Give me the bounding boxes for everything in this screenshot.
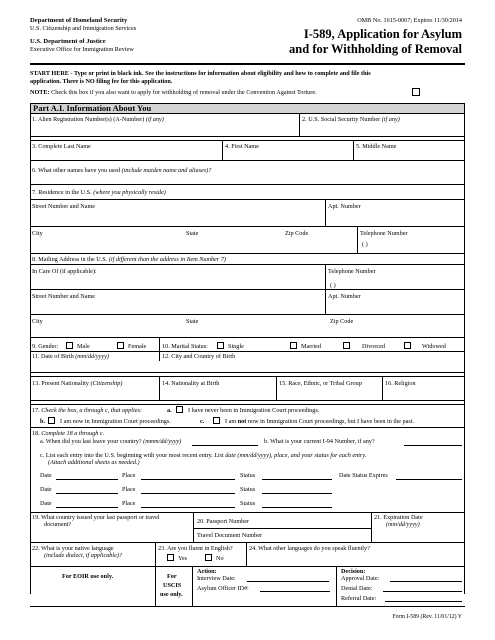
state-label-2: State [186, 318, 199, 325]
entry3-status-input[interactable] [262, 507, 332, 508]
frame-right [464, 114, 465, 594]
care-of-label: In Care Of (if applicable): [32, 268, 97, 275]
entry2-date-label: Date [40, 486, 52, 493]
field-14-label: 14. Nationality at Birth [162, 380, 220, 387]
form-title-line2: and for Withholding of Removal [289, 42, 462, 56]
entry3-date-input[interactable] [56, 507, 118, 508]
divider [246, 542, 247, 566]
referral-date-input[interactable] [385, 601, 462, 602]
field-5-label: 5. Middle Name [356, 143, 397, 150]
officer-id-input[interactable] [260, 591, 330, 592]
entry1-date-label: Date [40, 472, 52, 479]
field-18c-hint: (Attach additional sheets as needed.) [48, 459, 140, 466]
field-15-label: 15. Race, Ethnic, or Tribal Group [279, 380, 362, 387]
female-label: Female [128, 343, 147, 350]
field-8-label: 8. Mailing Address in the U.S. (if different than the address in Item Number 7) [32, 256, 226, 263]
divorced-checkbox[interactable] [343, 342, 350, 349]
rule [30, 372, 465, 373]
decision-label: Decision: [341, 568, 366, 575]
field-22-hint: (include dialect, if applicable)? [44, 552, 123, 559]
field-9-label: 9. Gender: [32, 343, 59, 350]
field-20-label: 20. Passport Number [197, 518, 250, 525]
entry2-place-input[interactable] [141, 493, 235, 494]
denial-date-label: Denial Date: [341, 585, 373, 592]
agency-doj: U.S. Department of Justice [30, 38, 106, 45]
rule [30, 264, 465, 265]
field-18b-label: b. What is your current I-94 Number, if any? [264, 438, 375, 445]
divider [336, 566, 337, 606]
approval-date-input[interactable] [390, 581, 462, 582]
english-yes-checkbox[interactable] [167, 554, 174, 561]
f17a-checkbox[interactable] [176, 406, 183, 413]
header-rule [30, 63, 465, 65]
rule [30, 542, 465, 543]
field-18-label: 18. Complete 18 a through c. [32, 430, 105, 437]
male-checkbox[interactable] [66, 342, 73, 349]
rule [30, 512, 465, 513]
rule [30, 314, 465, 315]
field-19-label-2: document? [44, 521, 72, 528]
f17c-text: I am not now in Immigration Court proceedings, but I have been in the past. [225, 418, 415, 425]
entry3-date-label: Date [40, 500, 52, 507]
rule [30, 376, 465, 377]
field-1-label: 1. Alien Registration Number(s) (A-Number) (if any) [32, 116, 164, 123]
field-11-label: 11. Date of Birth (mm/dd/yyyy) [32, 353, 109, 360]
apt-label-1: Apt. Number [328, 203, 361, 210]
denial-date-input[interactable] [383, 591, 462, 592]
uscis-use-label-1: For [167, 573, 177, 580]
city-label-1: City [32, 230, 43, 237]
interview-date-label: Interview Date: [197, 575, 236, 582]
officer-id-label: Asylum Officer ID#: [197, 585, 249, 592]
entry1-expires-input[interactable] [396, 479, 462, 480]
entry1-status-input[interactable] [262, 479, 332, 480]
action-label: Action: [197, 568, 217, 575]
frame-left [30, 114, 31, 594]
field-7-label: 7. Residence in the U.S. (where you physically reside) [32, 189, 166, 196]
note-label: NOTE: [30, 89, 50, 96]
rule [30, 337, 465, 338]
uscis-use-label-2: USCIS [163, 582, 182, 589]
divider [353, 140, 354, 160]
field-18a-label: a. When did you last leave your country? (mmm/dd/yyyy) [40, 438, 182, 445]
divider [159, 376, 160, 400]
field-6-label: 6. What other names have you used (include maiden name and aliases)? [32, 167, 212, 174]
agency-eoir: Executive Office for Immigration Review [30, 46, 134, 53]
f17a-text: I have never been in Immigration Court proceedings. [188, 407, 320, 414]
telephone-input-1[interactable]: ( ) [362, 241, 368, 248]
rule [30, 400, 465, 401]
rule [30, 404, 465, 405]
divider [382, 376, 383, 400]
entry1-place-input[interactable] [141, 479, 235, 480]
entry2-status-input[interactable] [262, 493, 332, 494]
divider [357, 226, 358, 253]
street-label-2: Street Number and Name [32, 293, 96, 300]
field-13-label: 13. Present Nationality (Citizenship) [32, 380, 123, 387]
f17b-text: I am now in Immigration Court proceedings. [60, 418, 171, 425]
f17c-letter: c. [200, 418, 205, 425]
field-23-label: 23. Are you fluent in English? [158, 545, 233, 552]
married-label: Married [301, 343, 321, 350]
field-22-label: 22. What is your native language [32, 545, 114, 552]
eoir-use-label: For EOIR use only. [62, 573, 114, 580]
cat-checkbox[interactable] [412, 88, 420, 96]
zip-label-2: Zip Code [330, 318, 354, 325]
divider [159, 337, 160, 361]
entry2-status-label: Status [240, 486, 256, 493]
form-id-footer: Form I-589 (Rev. 11/01/12) Y [392, 614, 462, 620]
rule [30, 226, 465, 227]
rule [30, 160, 465, 161]
english-no-checkbox[interactable] [205, 554, 212, 561]
widowed-label: Widowed [422, 343, 446, 350]
entry1-status-label: Status [240, 472, 256, 479]
referral-date-label: Referral Date: [341, 595, 377, 602]
divider [325, 199, 326, 226]
telephone-label-1: Telephone Number [360, 230, 408, 237]
start-here-line2: application. There is NO filing fee for this application. [30, 78, 173, 85]
single-label: Single [228, 343, 244, 350]
married-checkbox[interactable] [290, 342, 297, 349]
divider [155, 542, 156, 566]
omb-number: OMB No. 1615-0067; Expires 11/30/2014 [357, 17, 462, 24]
telephone-label-2: Telephone Number [328, 268, 376, 275]
entry1-place-label: Place [122, 472, 136, 479]
street-label-1: Street Number and Name [32, 203, 96, 210]
divorced-label: Divorced [362, 343, 386, 350]
divider [222, 140, 223, 160]
note-text: Check this box if you also want to apply for withholding of removal under the Convention Against Torture. [49, 89, 317, 96]
field-18c-label: c. List each entry into the U.S. beginning with your most recent entry. List date (mm/dd/yyyy), place, and your status for each entry. [40, 452, 367, 459]
cat-note [30, 89, 317, 96]
zip-label-1: Zip Code [285, 230, 309, 237]
interview-date-input[interactable] [247, 581, 329, 582]
field-10-label: 10. Marital Status: [162, 343, 208, 350]
rule [30, 289, 465, 290]
field-21-hint: (mm/dd/yyyy) [386, 521, 420, 528]
ssn-input[interactable] [300, 124, 463, 136]
travel-doc-label: Travel Document Number [197, 532, 263, 539]
rule [30, 427, 465, 428]
telephone-input-2[interactable]: ( ) [330, 282, 336, 289]
entry1-expires-label: Date Status Expires [339, 472, 388, 479]
rule [30, 140, 465, 141]
rule [30, 351, 465, 352]
field-17-label: 17. Check the box, a through c, that applies: [32, 407, 142, 414]
approval-date-label: Approval Date: [341, 575, 380, 582]
f17c-checkbox[interactable] [213, 417, 220, 424]
state-label-1: State [186, 230, 199, 237]
divider [155, 566, 156, 606]
field-16-label: 16. Religion [385, 380, 416, 387]
start-here-line1: START HERE - Type or print in black ink. See the instructions for information about eligibility and how to complete and file this [30, 70, 371, 77]
entry3-place-label: Place [122, 500, 136, 507]
divider [193, 512, 194, 542]
f17b-letter: b. [40, 418, 45, 425]
f17b-checkbox[interactable] [48, 417, 55, 424]
english-yes-label: Yes [178, 555, 188, 562]
field-18a-input[interactable] [192, 445, 258, 446]
city-label-2: City [32, 318, 43, 325]
entry3-place-input[interactable] [141, 507, 235, 508]
f17a-letter: a. [167, 407, 172, 414]
rule [30, 184, 465, 185]
section-title: Part A.I. Information About You [33, 103, 152, 113]
field-24-label: 24. What other languages do you speak fluently? [249, 545, 370, 552]
entry3-status-label: Status [240, 500, 256, 507]
agency-uscis: U.S. Citizenship and Immigration Services [30, 25, 137, 32]
rule [30, 566, 465, 567]
entry2-date-input[interactable] [56, 493, 118, 494]
rule [30, 253, 465, 254]
other-names-input[interactable] [31, 174, 463, 184]
field-19-label: 19. What country issued your last passport or travel [32, 514, 160, 521]
entry1-date-input[interactable] [56, 479, 118, 480]
field-4-label: 4. First Name [225, 143, 259, 150]
agency-dhs: Department of Homeland Security [30, 17, 128, 24]
single-checkbox[interactable] [217, 342, 224, 349]
english-no-label: No [216, 555, 224, 562]
divider [276, 376, 277, 400]
a-number-input[interactable] [31, 124, 298, 136]
uscis-use-label-3: use only. [160, 591, 183, 598]
rule [30, 606, 465, 607]
divider [371, 512, 372, 542]
male-label: Male [77, 343, 90, 350]
field-2-label: 2. U.S. Social Security Number (if any) [302, 116, 400, 123]
female-checkbox[interactable] [117, 342, 124, 349]
divider [192, 566, 193, 606]
rule [30, 136, 465, 137]
form-title-line1: I-589, Application for Asylum [303, 27, 462, 41]
apt-label-2: Apt. Number [328, 293, 361, 300]
field-12-label: 12. City and Country of Birth [162, 353, 236, 360]
field-3-label: 3. Complete Last Name [32, 143, 91, 150]
field-21-label: 21. Expiration Date [374, 514, 423, 521]
field-18b-input[interactable] [404, 445, 462, 446]
widowed-checkbox[interactable] [404, 342, 411, 349]
entry2-place-label: Place [122, 486, 136, 493]
rule [30, 199, 465, 200]
rule [193, 528, 371, 529]
